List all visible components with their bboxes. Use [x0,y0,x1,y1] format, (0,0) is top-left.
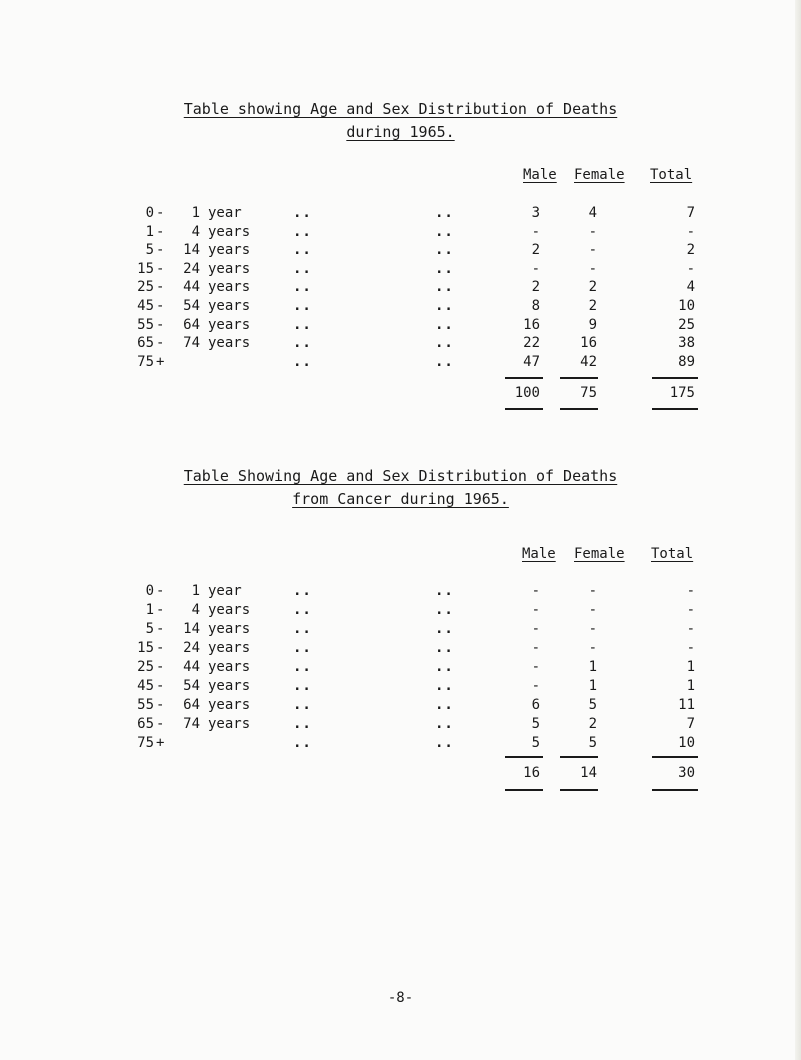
total-count: - [686,640,695,656]
leader-dots: .. [435,279,454,296]
table1-header-male: Male [523,167,557,183]
table-row [0,735,801,755]
female-count: - [588,242,597,259]
table2-header-female: Female [574,546,625,562]
age-sep: - [156,678,165,694]
table-row [0,242,801,262]
total-count: 38 [678,335,695,352]
leader-dots: .. [435,260,454,277]
male-count: 5 [531,735,540,751]
total-double-rule-male [505,408,543,410]
total-count: 10 [678,735,695,751]
age-unit: years [208,279,251,296]
total-double-rule-female [560,789,598,791]
leader-dots: .. [293,602,312,618]
male-count: 8 [531,298,540,314]
age-from: 0 [145,583,154,599]
table-row [0,716,801,736]
age-unit: years [208,602,251,618]
table1-header-total: Total [650,167,693,183]
age-from: 65 [137,716,154,732]
total-count: 7 [686,205,695,221]
age-to: 64 [183,697,200,713]
table2-title-line1: Table Showing Age and Sex Distribution of Deaths [183,467,618,485]
age-from: 25 [137,279,154,296]
age-to: 1 [191,205,200,221]
leader-dots: .. [293,659,312,675]
leader-dots: .. [435,298,454,314]
age-sep: - [156,697,165,713]
female-count: 2 [588,298,597,314]
female-count: 5 [588,697,597,713]
male-count: - [531,678,540,694]
table-row [0,678,801,698]
age-sep: - [156,716,165,732]
age-sep: - [156,205,165,221]
age-from: 45 [137,298,154,314]
total-double-rule-total [652,408,698,410]
age-unit: years [208,316,251,333]
age-sep: + [156,353,165,370]
leader-dots: .. [435,583,454,599]
leader-dots: .. [293,316,312,333]
total-count: 4 [686,279,695,296]
age-from: 5 [145,621,154,637]
leader-dots: .. [293,298,312,314]
female-count: 4 [588,205,597,221]
leader-dots: .. [435,602,454,618]
female-count: - [588,583,597,599]
female-total: 14 [580,765,597,781]
leader-dots: .. [293,205,312,221]
subtotal-rule-male [505,756,543,758]
leader-dots: .. [435,223,454,240]
age-from: 15 [137,640,154,656]
female-count: - [588,260,597,277]
leader-dots: .. [293,697,312,713]
leader-dots: .. [435,659,454,675]
total-count: 11 [678,697,695,713]
male-count: - [531,602,540,618]
leader-dots: .. [435,242,454,259]
leader-dots: .. [293,735,312,751]
leader-dots: .. [435,716,454,732]
table-row [0,659,801,679]
age-unit: years [208,640,251,656]
table-row [0,261,801,281]
age-from: 55 [137,697,154,713]
male-count: - [531,640,540,656]
age-from: 0 [145,205,154,221]
male-count: - [531,621,540,637]
age-to: 4 [191,223,200,240]
table-row [0,317,801,337]
age-unit: years [208,223,251,240]
female-count: 1 [588,659,597,675]
age-from: 1 [145,602,154,618]
male-count: - [531,223,540,240]
female-count: 5 [588,735,597,751]
age-from: 75 [137,353,154,370]
age-from: 25 [137,659,154,675]
female-count: - [588,602,597,618]
total-count: - [686,223,695,240]
age-from: 5 [145,242,154,259]
total-count: 1 [686,678,695,694]
table-row [0,583,801,603]
age-sep: + [156,735,165,751]
male-count: - [531,260,540,277]
age-to: 44 [183,279,200,296]
age-from: 75 [137,735,154,751]
male-count: - [531,659,540,675]
table-row [0,279,801,299]
leader-dots: .. [435,678,454,694]
leader-dots: .. [435,621,454,637]
subtotal-rule-total [652,377,698,379]
age-from: 55 [137,316,154,333]
total-count: 7 [686,716,695,732]
total-double-rule-male [505,789,543,791]
table2-header-total: Total [651,546,694,562]
age-sep: - [156,335,165,352]
total-count: - [686,260,695,277]
table-row [0,224,801,244]
age-unit: years [208,621,251,637]
age-sep: - [156,316,165,333]
subtotal-rule-total [652,756,698,758]
age-to: 14 [183,621,200,637]
male-count: 16 [523,316,540,333]
age-to: 54 [183,298,200,314]
age-to: 24 [183,640,200,656]
table-row [0,640,801,660]
age-from: 65 [137,335,154,352]
male-count: 2 [531,242,540,259]
male-count: 47 [523,353,540,370]
male-total: 16 [523,765,540,781]
grand-total: 175 [669,385,695,401]
leader-dots: .. [293,583,312,599]
age-sep: - [156,640,165,656]
total-count: - [686,583,695,599]
total-count: 25 [678,316,695,333]
leader-dots: .. [435,735,454,751]
total-count: - [686,602,695,618]
female-count: - [588,223,597,240]
leader-dots: .. [293,621,312,637]
subtotal-rule-female [560,377,598,379]
female-total: 75 [580,385,597,401]
leader-dots: .. [435,640,454,656]
totals-row [0,765,801,785]
female-count: 2 [588,716,597,732]
leader-dots: .. [293,640,312,656]
age-unit: years [208,298,251,314]
leader-dots: .. [435,335,454,352]
leader-dots: .. [293,223,312,240]
female-count: - [588,640,597,656]
leader-dots: .. [293,716,312,732]
age-sep: - [156,279,165,296]
leader-dots: .. [435,353,454,370]
table-row [0,335,801,355]
table-row [0,621,801,641]
age-to: 4 [191,602,200,618]
age-sep: - [156,298,165,314]
male-count: 22 [523,335,540,352]
age-sep: - [156,223,165,240]
subtotal-rule-male [505,377,543,379]
age-unit: years [208,242,251,259]
totals-row [0,385,801,405]
age-to: 14 [183,242,200,259]
female-count: 9 [588,316,597,333]
age-unit: years [208,335,251,352]
table-row [0,602,801,622]
age-sep: - [156,602,165,618]
table1-title-line1: Table showing Age and Sex Distribution of Deaths [183,100,618,118]
table2-header-male: Male [522,546,556,562]
male-count: - [531,583,540,599]
female-count: - [588,621,597,637]
age-sep: - [156,242,165,259]
table2-title-line2: from Cancer during 1965. [292,490,509,508]
leader-dots: .. [293,260,312,277]
male-count: 6 [531,697,540,713]
age-unit: year [208,583,242,599]
age-unit: years [208,678,251,694]
age-sep: - [156,659,165,675]
male-count: 3 [531,205,540,221]
total-count: 89 [678,353,695,370]
age-from: 45 [137,678,154,694]
age-unit: years [208,716,251,732]
age-to: 74 [183,716,200,732]
table-row [0,298,801,318]
female-count: 1 [588,678,597,694]
subtotal-rule-female [560,756,598,758]
age-unit: years [208,260,251,277]
age-sep: - [156,583,165,599]
leader-dots: .. [435,316,454,333]
grand-total: 30 [678,765,695,781]
female-count: 42 [580,353,597,370]
page-number: -8- [387,990,414,1006]
age-to: 64 [183,316,200,333]
age-from: 15 [137,260,154,277]
leader-dots: .. [293,353,312,370]
table-row [0,354,801,374]
leader-dots: .. [435,697,454,713]
female-count: 16 [580,335,597,352]
age-from: 1 [145,223,154,240]
leader-dots: .. [293,279,312,296]
age-sep: - [156,621,165,637]
age-to: 1 [191,583,200,599]
male-count: 2 [531,279,540,296]
total-count: 2 [686,242,695,259]
table-row [0,205,801,225]
total-count: 10 [678,298,695,314]
male-total: 100 [514,385,540,401]
leader-dots: .. [293,678,312,694]
total-count: 1 [686,659,695,675]
age-sep: - [156,260,165,277]
table1-title-line2: during 1965. [346,123,455,141]
total-double-rule-female [560,408,598,410]
leader-dots: .. [293,242,312,259]
age-to: 24 [183,260,200,277]
age-to: 74 [183,335,200,352]
female-count: 2 [588,279,597,296]
age-unit: years [208,659,251,675]
age-unit: years [208,697,251,713]
male-count: 5 [531,716,540,732]
age-to: 54 [183,678,200,694]
table1-header-female: Female [574,167,625,183]
table-row [0,697,801,717]
total-double-rule-total [652,789,698,791]
page-edge-shadow [795,0,801,1060]
age-to: 44 [183,659,200,675]
age-unit: year [208,205,242,221]
leader-dots: .. [293,335,312,352]
total-count: - [686,621,695,637]
leader-dots: .. [435,205,454,221]
